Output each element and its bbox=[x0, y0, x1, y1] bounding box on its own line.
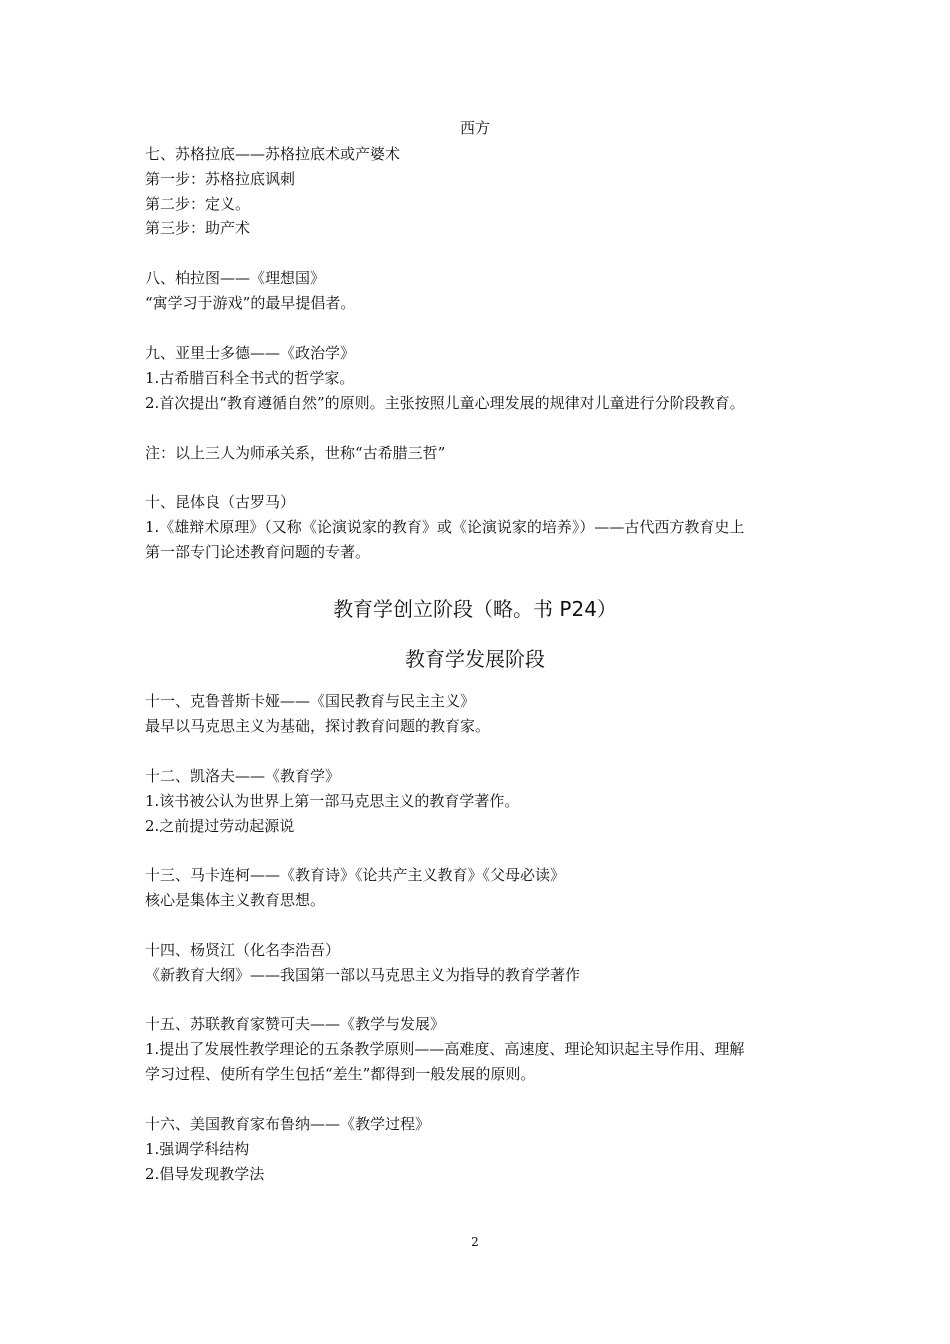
page-number: 2 bbox=[471, 1235, 479, 1249]
stage-heading-development: 教育学发展阶段 bbox=[405, 647, 545, 671]
section-13-heading: 十三、马卡连柯——《教育诗》《论共产主义教育》《父母必读》 bbox=[145, 866, 566, 884]
section-14-line-1: 《新教育大纲》——我国第一部以马克思主义为指导的教育学著作 bbox=[145, 966, 581, 984]
section-11-heading: 十一、克鲁普斯卡娅——《国民教育与民主主义》 bbox=[145, 692, 476, 710]
section-12-heading: 十二、凯洛夫——《教育学》 bbox=[145, 767, 341, 785]
section-7-line-1: 第一步：苏格拉底讽刺 bbox=[145, 170, 296, 188]
section-8-line-1: “寓学习于游戏”的最早提倡者。 bbox=[145, 294, 356, 312]
section-16-line-1: 1.强调学科结构 bbox=[145, 1140, 250, 1158]
section-9-line-2: 2.首次提出“教育遵循自然”的原则。主张按照儿童心理发展的规律对儿童进行分阶段教育。 bbox=[145, 394, 745, 412]
section-16-heading: 十六、美国教育家布鲁纳——《教学过程》 bbox=[145, 1115, 431, 1133]
section-7-line-2: 第二步：定义。 bbox=[145, 195, 251, 213]
stage-heading-founding: 教育学创立阶段（略。书 P24） bbox=[333, 597, 617, 621]
section-15-line-1: 1.提出了发展性教学理论的五条教学原则——高难度、高速度、理论知识起主导作用、理解 bbox=[145, 1040, 745, 1058]
section-12-line-1: 1.该书被公认为世界上第一部马克思主义的教育学著作。 bbox=[145, 792, 520, 810]
section-15-line-2: 学习过程、使所有学生包括“差生”都得到一般发展的原则。 bbox=[145, 1065, 536, 1083]
section-10-heading: 十、昆体良（古罗马） bbox=[145, 493, 296, 511]
section-11-line-1: 最早以马克思主义为基础，探讨教育问题的教育家。 bbox=[145, 717, 491, 735]
section-10-line-1: 1.《雄辩术原理》（又称《论演说家的教育》或《论演说家的培养》）——古代西方教育史上 bbox=[145, 518, 745, 536]
section-7-line-3: 第三步：助产术 bbox=[145, 219, 251, 237]
section-15-heading: 十五、苏联教育家赞可夫——《教学与发展》 bbox=[145, 1015, 446, 1033]
section-14-heading: 十四、杨贤江（化名李浩吾） bbox=[145, 941, 341, 959]
section-9-heading: 九、亚里士多德——《政治学》 bbox=[145, 344, 356, 362]
section-8-heading: 八、柏拉图——《理想国》 bbox=[145, 269, 326, 287]
section-13-line-1: 核心是集体主义教育思想。 bbox=[145, 891, 326, 909]
note-line: 注：以上三人为师承关系，世称“古希腊三哲” bbox=[145, 444, 446, 462]
section-16-line-2: 2.倡导发现教学法 bbox=[145, 1165, 265, 1183]
section-7-heading: 七、苏格拉底——苏格拉底术或产婆术 bbox=[145, 145, 401, 163]
section-12-line-2: 2.之前提过劳动起源说 bbox=[145, 817, 295, 835]
section-10-line-2: 第一部专门论述教育问题的专著。 bbox=[145, 543, 371, 561]
section-9-line-1: 1.古希腊百科全书式的哲学家。 bbox=[145, 369, 355, 387]
page-title: 西方 bbox=[459, 119, 490, 137]
